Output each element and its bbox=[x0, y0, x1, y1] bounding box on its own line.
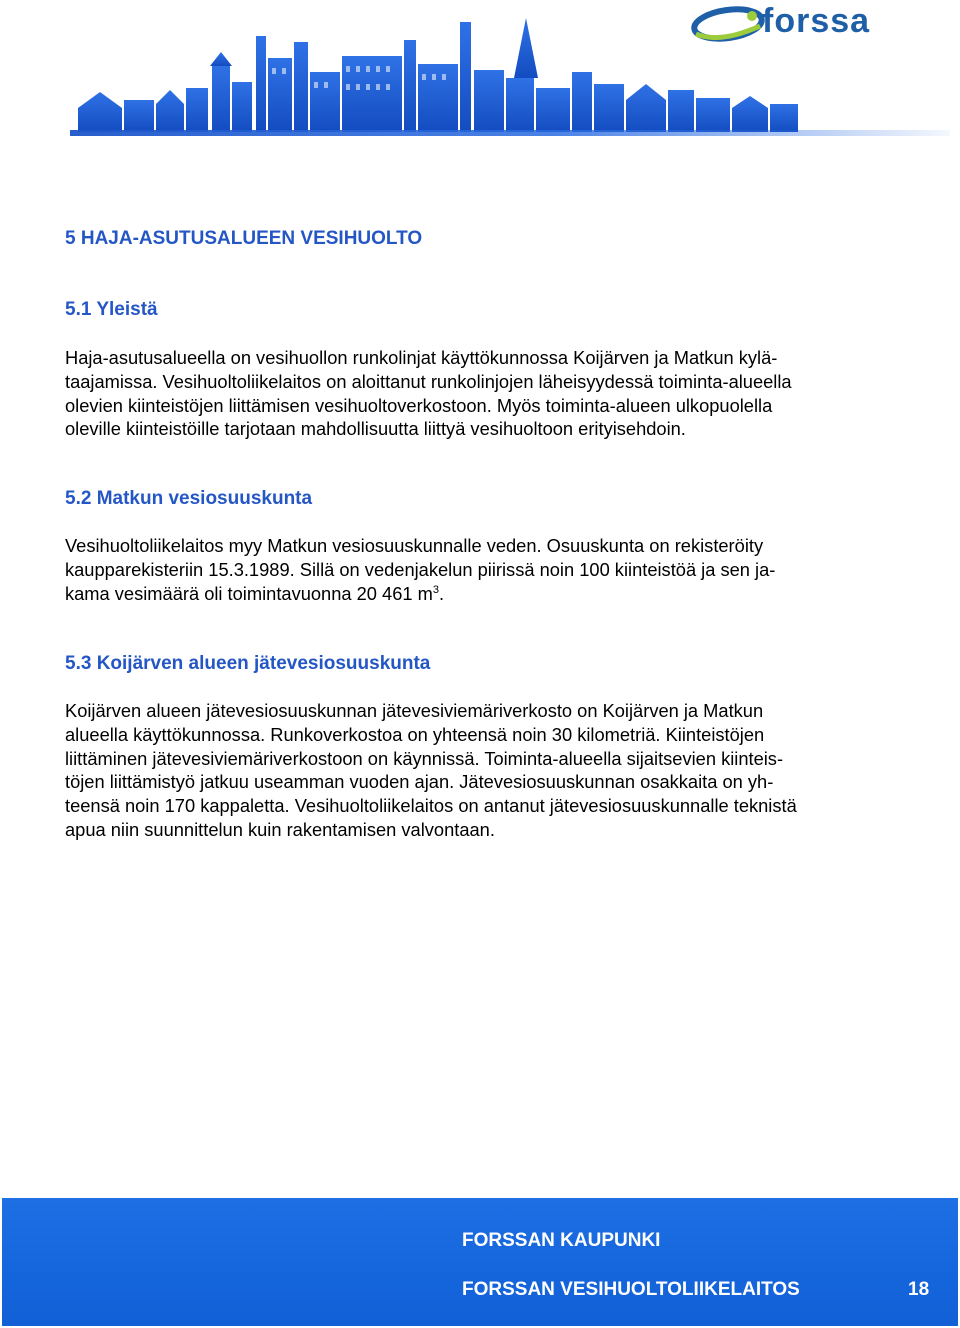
paragraph-line bbox=[65, 582, 875, 606]
page-footer bbox=[2, 1198, 958, 1326]
section-5-1-heading: 5.1 Yleistä bbox=[65, 299, 158, 320]
cubic-superscript: 3 bbox=[432, 583, 439, 596]
paragraph-line: apua niin suunnittelun kuin rakentamisen valvontaan. bbox=[65, 818, 495, 840]
section-5-2-paragraph bbox=[65, 534, 875, 605]
paragraph-line: töjen liittämistyö jatkuu useamman vuoden ajan. Jätevesiosuuskunnan osakkaita on yh- bbox=[65, 771, 774, 793]
paragraph-line: oleville kiinteistöille tarjotaan mahdollisuutta liittyä vesihuoltoon erityisehdoin. bbox=[65, 418, 686, 440]
section-5-2-heading: 5.2 Matkun vesiosuuskunta bbox=[65, 488, 313, 509]
logo-swirl-icon bbox=[690, 4, 770, 46]
paragraph-line: kaupparekisteriin 15.3.1989. Sillä on vedenjakelun piirissä noin 100 kiinteistöä ja sen ja- bbox=[65, 558, 776, 580]
footer-department-name: FORSSAN VESIHUOLTOLIIKELAITOS bbox=[462, 1279, 800, 1300]
paragraph-line: teensä noin 170 kappaletta. Vesihuoltoliikelaitos on antanut jätevesiosuuskunnalle teknistä bbox=[65, 795, 797, 817]
paragraph-line: olevien kiinteistöjen liittämisen vesihuoltoverkostoon. Myös toiminta-alueen ulkopuolella bbox=[65, 394, 773, 416]
paragraph-line: Koijärven alueen jätevesiosuuskunnan jätevesiviemäriverkosto on Koijärven ja Matkun bbox=[65, 700, 764, 721]
section-5-3-heading: 5.3 Koijärven alueen jätevesiosuuskunta bbox=[65, 653, 431, 674]
section-5-1-paragraph bbox=[65, 346, 875, 441]
paragraph-line: alueella käyttökunnossa. Runkoverkostoa on yhteensä noin 30 kilometriä. Kiinteistöjen bbox=[65, 723, 765, 745]
section-5-heading: 5 HAJA-ASUTUSALUEEN VESIHUOLTO bbox=[65, 228, 423, 249]
volume-text: kama vesimäärä oli toimintavuonna 20 461 m bbox=[65, 582, 433, 604]
paragraph-line: liittäminen jätevesiviemäriverkostoon on käynnissä. Toiminta-alueella sijaitsevien kiinteis- bbox=[65, 747, 784, 769]
paragraph-line: taajamissa. Vesihuoltoliikelaitos on aloittanut runkolinjojen läheisyydessä toiminta-alueella bbox=[65, 370, 792, 392]
paragraph-line: Vesihuoltoliikelaitos myy Matkun vesiosuuskunnalle veden. Osuuskunta on rekisteröity bbox=[65, 535, 764, 556]
sentence-end: . bbox=[438, 582, 445, 604]
footer-city-name: FORSSAN KAUPUNKI bbox=[462, 1230, 661, 1251]
section-5-3-paragraph bbox=[65, 699, 875, 842]
page-number: 18 bbox=[908, 1279, 930, 1300]
logo-text: forssa bbox=[762, 2, 871, 40]
paragraph-line: Haja-asutusalueella on vesihuollon runkolinjat käyttökunnossa Koijärven ja Matkun kylä- bbox=[65, 347, 778, 368]
